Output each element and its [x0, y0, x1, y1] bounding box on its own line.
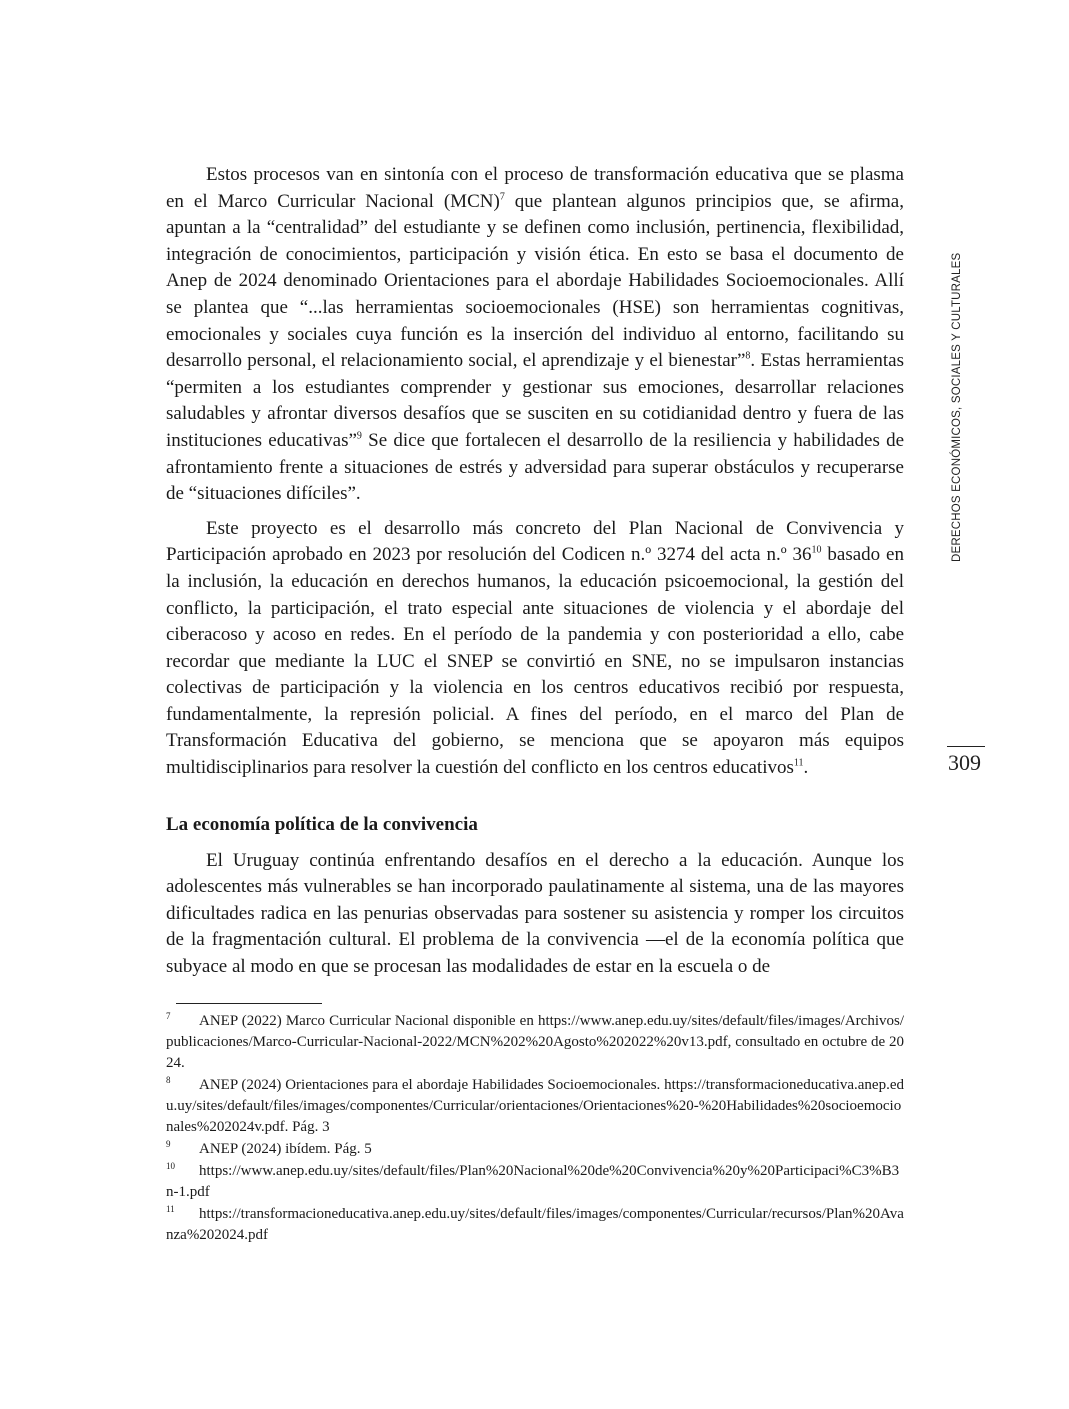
footnote-7: 7 ANEP (2022) Marco Curricular Nacional disponible en https://www.anep.edu.uy/sites/default/files/images/Archivos/publicaciones/Marco-Curricular-Nacional-2022/MCN%202%20Agosto%202022%20v13.pdf, consultado en octubre de 2024. [166, 1011, 904, 1071]
paragraph-2-part-a: Este proyecto es el desarrollo más concreto del Plan Nacional de Convivencia y Participación aprobado en 2023 por resolución del Codicen n.º 3274 del acta n.º 36 [166, 517, 904, 566]
page-number: 309 [948, 750, 981, 775]
paragraph-2 [166, 516, 904, 782]
paragraph-2-part-b: basado en la inclusión, la educación en derechos humanos, la educación psicoemocional, la gestión del conflicto, la participación, el trato especial ante situaciones de violencia y el abordaje del ciberacoso y acoso en redes. En el período de la pandemia y con posterioridad a ello, cabe recordar que mediante la LUC el SNEP se convirtió en SNE, no se impulsaron instancias colectivas de participación y la violencia en los centros educativos recibió por respuesta, fundamentalmente, la represión policial. A fines del período, en el marco del Plan de Transformación Educativa del gobierno, se menciona que se apoyaron más equipos multidisciplinarios para resolver la cuestión del conflicto en los centros educativos [166, 544, 904, 779]
footnote-10: 10 https://www.anep.edu.uy/sites/default/files/Plan%20Nacional%20de%20Convivencia%20y%20Participaci%C3%B3n-1.pdf [166, 1161, 900, 1200]
footnote-text[interactable]: ANEP (2022) Marco Curricular Nacional disponible en https://www.anep.edu.uy/sites/default/files/images/Archivos/publicaciones/Marco-Curricular-Nacional-2022/MCN%202%20Agosto%202022%20v13.pdf, consultado en octubre de 2024. [166, 1013, 904, 1071]
main-text [166, 162, 904, 989]
paragraph-1-part-a: Estos procesos van en sintonía con el proceso de transformación educativa que se plasma en el Marco Curricular Nacional (MCN) [166, 164, 904, 212]
paragraph-1-part-d: Se dice que fortalecen el desarrollo de la resiliencia y habilidades de afrontamiento frente a situaciones de estrés y adversidad para superar obstáculos y recuperarse de “situaciones difíciles”. [166, 429, 905, 505]
footnote-ref-9[interactable]: 9 [356, 430, 362, 442]
footnote-text: ANEP (2024) ibídem. Pág. 5 [199, 1141, 372, 1157]
paragraph-1-part-b: que plantean algunos principios que, se afirma, apuntan a la “centralidad” del estudiante y se definen como inclusión, pertinencia, flexibilidad, integración de conocimientos, participación y visión ética. En esto se basa el documento de Anep de 2024 denominado Orientaciones para el abordaje Habilidades Socioemocionales. Allí se plantea que “...las herramientas socioemocionales (HSE) son herramientas cognitivas, emocionales y sociales cuya función es la inserción del individuo al entorno, facilitando su desarrollo personal, el relacionamiento social, el aprendizaje y el bienestar” [166, 190, 904, 372]
footnote-text[interactable]: https://transformacioneducativa.anep.edu.uy/sites/default/files/images/componentes/Curricular/recursos/Plan%20Avanza%202024.pdf [166, 1206, 904, 1243]
running-header-section-title: DERECHOS ECONÓMICOS, SOCIALES Y CULTURALES [951, 252, 963, 562]
footnote-ref-7[interactable]: 7 [499, 191, 505, 203]
footnote-ref-11[interactable]: 11 [793, 757, 804, 769]
footnotes [166, 1011, 904, 1247]
page-number-rule [947, 746, 985, 747]
footnote-text[interactable]: ANEP (2024) Orientaciones para el abordaje Habilidades Socioemocionales. https://transformacioneducativa.anep.edu.uy/sites/default/files/images/componentes/Curricular/orientaciones/Orientaciones%20-%20Habilidades%20socioemocionales%202024v.pdf. Pág. 3 [166, 1077, 904, 1135]
footnote-separator [176, 1003, 322, 1004]
footnote-ref-10[interactable]: 10 [811, 544, 822, 556]
paragraph-1-part-c: . Estas herramientas “permiten a los estudiantes comprender y gestionar sus emociones, desarrollar relaciones saludables y afrontar diversos desafíos que se susciten en su cotidianidad dentro y fuera de las instituciones educativas” [166, 350, 904, 451]
footnote-text[interactable]: https://www.anep.edu.uy/sites/default/files/Plan%20Nacional%20de%20Convivencia%20y%20Participaci%C3%B3n-1.pdf [166, 1163, 900, 1200]
section-heading: La economía política de la convivencia [166, 813, 478, 835]
footnote-9: 9 ANEP (2024) ibídem. Pág. 5 [166, 1139, 372, 1157]
paragraph-1 [166, 162, 904, 508]
paragraph-3: El Uruguay continúa enfrentando desafíos en el derecho a la educación. Aunque los adolescentes más vulnerables se han incorporado paulatinamente al sistema, una de las mayores dificultades radica en las penurias observadas para sostener su asistencia y romper los circuitos de la fragmentación cultural. El problema de la convivencia —el de la economía política que subyace al modo en que se procesan las modalidades de estar en la escuela o de [166, 849, 904, 978]
footnote-ref-8[interactable]: 8 [745, 350, 751, 362]
footnote-8: 8 ANEP (2024) Orientaciones para el abordaje Habilidades Socioemocionales. https://transformacioneducativa.anep.edu.uy/sites/default/files/images/componentes/Curricular/orientaciones/Orientaciones%20-%20Habilidades%20socioemocionales%202024v.pdf. Pág. 3 [166, 1075, 904, 1135]
footnote-11: 11 https://transformacioneducativa.anep.edu.uy/sites/default/files/images/componentes/Curricular/recursos/Plan%20Avanza%202024.pdf [166, 1204, 904, 1243]
paragraph-2-part-c: . [803, 757, 809, 779]
